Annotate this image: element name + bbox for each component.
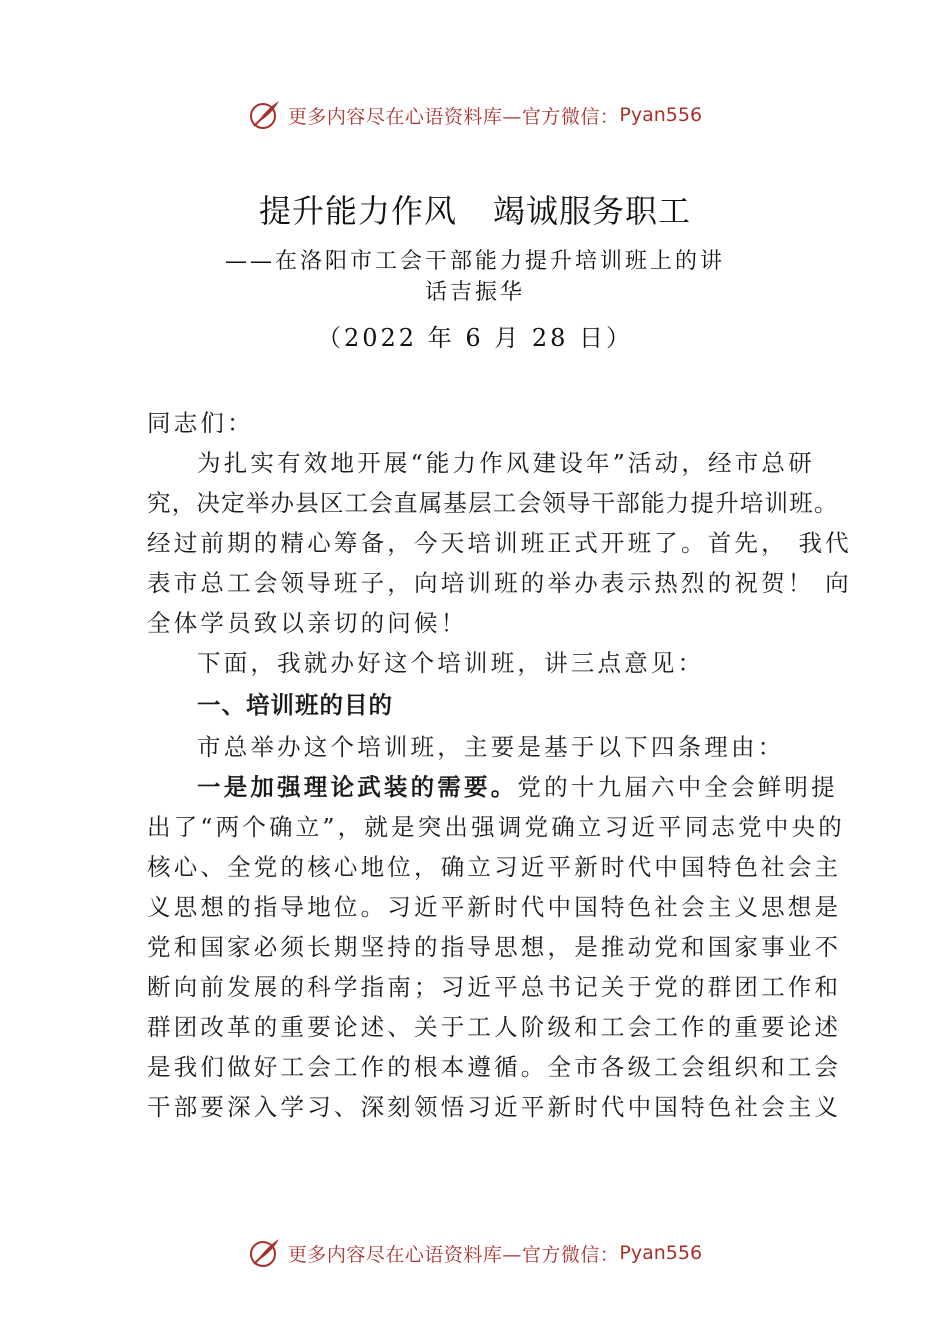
paragraph-4-line-6: 断向前发展的科学指南；习近平总书记关于党的群团工作和 [147,973,842,1001]
paragraph-4-line-1 [197,768,838,802]
paragraph-4-line-9: 干部要深入学习、深刻领悟习近平新时代中国特色社会主义 [147,1093,842,1121]
paragraph-4-line-5: 党和国家必须长期坚持的指导思想，是推动党和国家事业不 [147,933,842,961]
paragraph-1-line-1: 为扎实有效地开展“能力作风建设年”活动，经市总研 [197,449,815,477]
paragraph-4-line-7: 群团改革的重要论述、关于工人阶级和工会工作的重要论述 [147,1013,842,1041]
watermark-handle: Pyan556 [619,1242,703,1264]
paragraph-1-line-3: 经过前期的精心筹备，今天培训班正式开班了。首先， 我代 [147,529,852,557]
subtitle-line-1: ——在洛阳市工会干部能力提升培训班上的讲 [224,249,725,274]
watermark-handle: Pyan556 [619,104,703,126]
watermark-text: 更多内容尽在心语资料库—官方微信： [287,1243,620,1266]
document-title [0,186,950,232]
title-part-2: 竭诚服务职工 [493,192,692,230]
paragraph-4-line-2: 出了“两个确立”，就是突出强调党确立习近平同志党中央的 [147,813,845,841]
watermark-header [0,95,950,135]
feather-pen-logo-icon [248,1236,282,1270]
watermark-footer [0,1233,950,1273]
paragraph-3: 市总举办这个培训班，主要是基于以下四条理由： [197,733,785,761]
paragraph-1-line-2: 究，决定举办县区工会直属基层工会领导干部能力提升培训班。 [147,489,839,517]
paragraph-2: 下面，我就办好这个培训班，讲三点意见： [197,649,705,677]
paragraph-4-lead-bold: 一是加强理论武装的需要。 [197,773,518,801]
paragraph-1-line-4: 表市总工会领导班子，向培训班的举办表示热烈的祝贺！ 向 [147,569,852,597]
greeting: 同志们： [147,409,254,437]
speech-date: （2022 年 6 月 28 日） [316,324,634,352]
title-part-1: 提升能力作风 [258,192,457,230]
paragraph-4-line-4: 义思想的指导地位。习近平新时代中国特色社会主义思想是 [147,893,842,921]
subtitle-line-2: 话吉振华 [424,280,525,305]
paragraph-4-line-3: 核心、全党的核心地位，确立习近平新时代中国特色社会主 [147,853,842,881]
section-1-heading: 一、培训班的目的 [197,691,393,719]
watermark-text: 更多内容尽在心语资料库—官方微信： [287,105,620,128]
paragraph-4-line-8: 是我们做好工会工作的根本遵循。全市各级工会组织和工会 [147,1053,842,1081]
feather-pen-logo-icon [248,98,282,132]
paragraph-1-line-5: 全体学员致以亲切的问候！ [147,609,468,637]
paragraph-4-lead-rest: 党的十九届六中全会鲜明提 [517,773,838,801]
